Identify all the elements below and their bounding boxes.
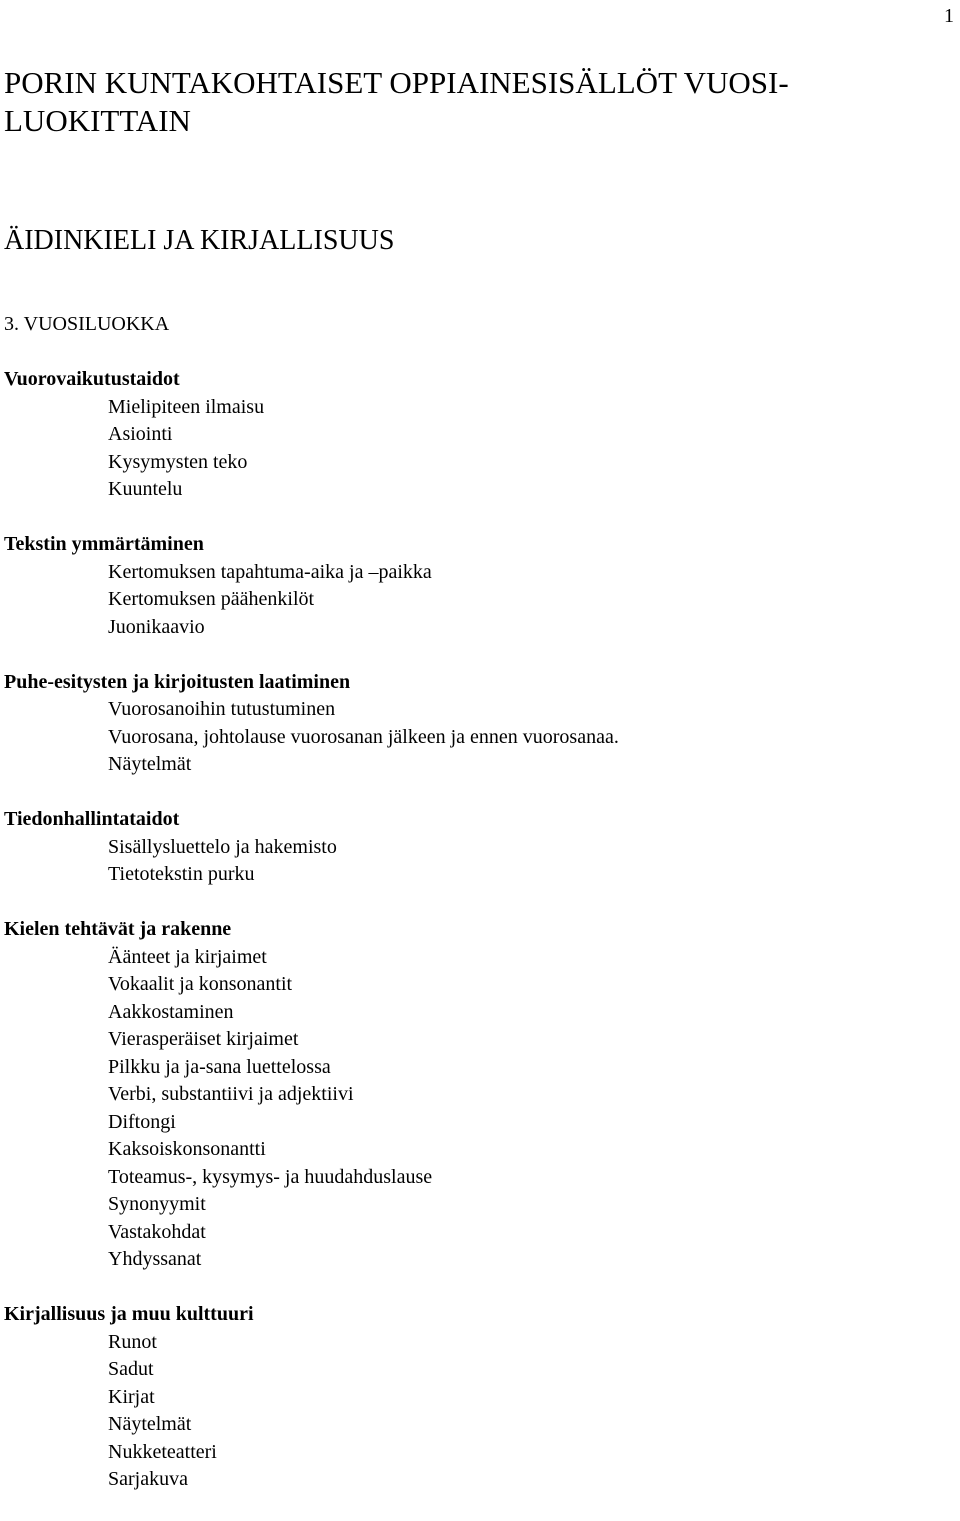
- list-item: Pilkku ja ja-sana luettelossa: [108, 1055, 331, 1078]
- list-item: Näytelmät: [108, 1413, 192, 1435]
- list-item: Kuuntelu: [108, 478, 183, 500]
- list-item: Tietotekstin purku: [108, 863, 255, 885]
- section: [4, 531, 944, 641]
- subject-heading: ÄIDINKIELI JA KIRJALLISUUS: [4, 225, 395, 256]
- list-item: Kertomuksen tapahtuma-aika ja –paikka: [108, 560, 432, 583]
- list-item: Nukketeatteri: [108, 1440, 217, 1463]
- list-item: Synonyymit: [108, 1193, 206, 1215]
- list-item: Kertomuksen päähenkilöt: [108, 588, 315, 610]
- section-heading: Kielen tehtävät ja rakenne: [4, 918, 232, 940]
- list-item: Kysymysten teko: [108, 450, 248, 473]
- list-item: Verbi, substantiivi ja adjektiivi: [108, 1083, 354, 1105]
- section-heading: Tiedonhallintataidot: [4, 808, 180, 830]
- section: [4, 366, 944, 504]
- section-item-list: [4, 696, 944, 779]
- list-item: Sisällysluettelo ja hakemisto: [108, 835, 337, 858]
- list-item: Juonikaavio: [108, 615, 205, 638]
- section-item-list: [4, 1329, 944, 1494]
- page-number: 1: [944, 5, 954, 27]
- list-item: Mielipiteen ilmaisu: [108, 395, 265, 418]
- section-heading: Vuorovaikutustaidot: [4, 368, 180, 390]
- list-item: Kirjat: [108, 1385, 155, 1408]
- section: [4, 669, 944, 779]
- section-heading: Kirjallisuus ja muu kulttuuri: [4, 1303, 254, 1325]
- list-item: Sarjakuva: [108, 1468, 188, 1490]
- content-sections: [4, 366, 944, 1521]
- list-item: Äänteet ja kirjaimet: [108, 945, 267, 968]
- list-item: Vastakohdat: [108, 1220, 206, 1243]
- list-item: Vokaalit ja konsonantit: [108, 973, 293, 995]
- list-item: Kaksoiskonsonantti: [108, 1138, 266, 1160]
- list-item: Yhdyssanat: [108, 1248, 202, 1270]
- section-item-list: [4, 944, 944, 1274]
- document-title: PORIN KUNTAKOHTAISET OPPIAINESISÄLLÖT VUOSI-LUOKITTAIN: [4, 65, 789, 138]
- section: [4, 806, 944, 889]
- list-item: Vierasperäiset kirjaimet: [108, 1028, 299, 1050]
- list-item: Sadut: [108, 1358, 154, 1380]
- section: [4, 916, 944, 1274]
- grade-heading: 3. VUOSILUOKKA: [4, 313, 170, 335]
- section-heading: Tekstin ymmärtäminen: [4, 533, 204, 555]
- list-item: Asiointi: [108, 423, 173, 445]
- section-item-list: [4, 394, 944, 504]
- section-item-list: [4, 559, 944, 642]
- section: [4, 1301, 944, 1494]
- section-heading: Puhe-esitysten ja kirjoitusten laatiminen: [4, 670, 351, 693]
- list-item: Näytelmät: [108, 753, 192, 775]
- section-item-list: [4, 834, 944, 889]
- list-item: Runot: [108, 1330, 157, 1353]
- list-item: Vuorosana, johtolause vuorosanan jälkeen ja ennen vuorosanaa.: [108, 725, 619, 748]
- list-item: Aakkostaminen: [108, 1000, 234, 1023]
- list-item: Toteamus-, kysymys- ja huudahduslause: [108, 1165, 433, 1188]
- list-item: Diftongi: [108, 1110, 176, 1133]
- list-item: Vuorosanoihin tutustuminen: [108, 698, 336, 720]
